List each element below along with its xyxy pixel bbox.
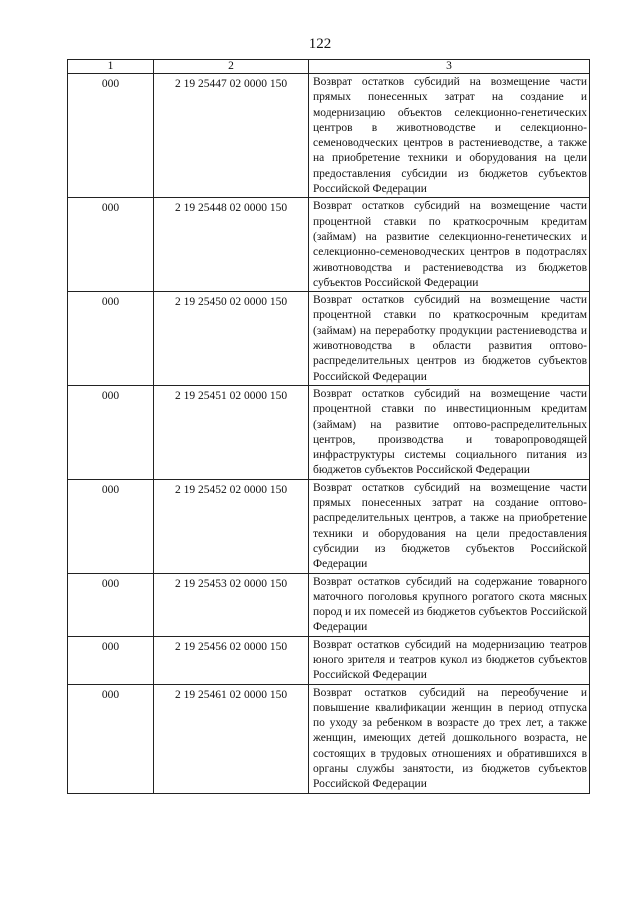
income-code-cell: 2 19 25447 02 0000 150 — [154, 74, 309, 198]
table-header-row — [68, 60, 590, 74]
income-code-cell: 2 19 25450 02 0000 150 — [154, 292, 309, 386]
table-row — [68, 573, 590, 636]
description-cell: Возврат остатков субсидий на модернизацию театров юного зрителя и театров кукол из бюджетов субъектов Российской Федерации — [309, 636, 590, 684]
admin-code-cell: 000 — [68, 479, 154, 573]
column-header: 1 — [68, 60, 154, 74]
description-cell: Возврат остатков субсидий на переобучение и повышение квалификации женщин в период отпуска по уходу за ребенком в возрасте до трех лет, а также женщин, имеющих детей дошкольного возраста, не состоящих в трудовых отношениях и обратившихся в органы службы занятости, из бюджетов субъектов Российской Федерации — [309, 684, 590, 793]
admin-code-cell: 000 — [68, 684, 154, 793]
admin-code-cell: 000 — [68, 573, 154, 636]
table-row — [68, 385, 590, 479]
income-code-cell: 2 19 25451 02 0000 150 — [154, 385, 309, 479]
admin-code-cell: 000 — [68, 385, 154, 479]
description-cell: Возврат остатков субсидий на возмещение части прямых понесенных затрат на создание и модернизацию объектов селекционно-генетических центров в животноводстве и селекционно-семеноводческих центров в растениеводстве, а также на приобретение техники и оборудования на цели предоставления субсидии из бюджетов субъектов Российской Федерации — [309, 74, 590, 198]
admin-code-cell: 000 — [68, 74, 154, 198]
income-code-cell: 2 19 25456 02 0000 150 — [154, 636, 309, 684]
table-row — [68, 684, 590, 793]
column-header: 3 — [309, 60, 590, 74]
income-code-cell: 2 19 25453 02 0000 150 — [154, 573, 309, 636]
description-cell: Возврат остатков субсидий на возмещение части процентной ставки по краткосрочным кредитам (займам) на переработку продукции растениеводства и животноводства в области развития оптово-распределительных центров из бюджетов субъектов Российской Федерации — [309, 292, 590, 386]
income-code-cell: 2 19 25448 02 0000 150 — [154, 198, 309, 292]
table-row — [68, 74, 590, 198]
income-code-cell: 2 19 25452 02 0000 150 — [154, 479, 309, 573]
admin-code-cell: 000 — [68, 636, 154, 684]
column-header: 2 — [154, 60, 309, 74]
description-cell: Возврат остатков субсидий на возмещение части процентной ставки по краткосрочным кредитам (займам) на развитие селекционно-генетических и селекционно-семеноводческих центров в подотраслях животноводства и растениеводства из бюджетов субъектов Российской Федерации — [309, 198, 590, 292]
admin-code-cell: 000 — [68, 292, 154, 386]
table-row — [68, 479, 590, 573]
page-number: 122 — [308, 36, 332, 52]
description-cell: Возврат остатков субсидий на возмещение части прямых понесенных затрат на создание оптово-распределительных центров, а также на приобретение техники и оборудования на цели предоставления субсидии из бюджетов субъектов Российской Федерации — [309, 479, 590, 573]
budget-codes-table — [67, 59, 590, 794]
description-cell: Возврат остатков субсидий на возмещение части процентной ставки по инвестиционным кредитам (займам) на развитие оптово-распределительных центров, производства и товаропроводящей инфраструктуры системы социального питания из бюджетов субъектов Российской Федерации — [309, 385, 590, 479]
table-row — [68, 292, 590, 386]
income-code-cell: 2 19 25461 02 0000 150 — [154, 684, 309, 793]
table-row — [68, 198, 590, 292]
description-cell: Возврат остатков субсидий на содержание товарного маточного поголовья крупного рогатого скота мясных пород и их помесей из бюджетов субъектов Российской Федерации — [309, 573, 590, 636]
admin-code-cell: 000 — [68, 198, 154, 292]
table-row — [68, 636, 590, 684]
